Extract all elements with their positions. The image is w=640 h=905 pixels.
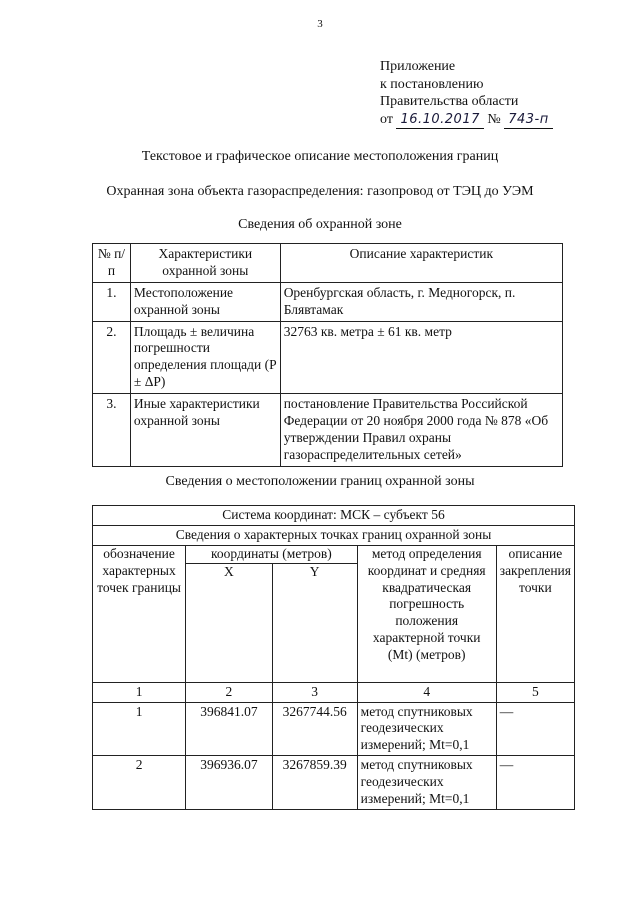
page-number: 3: [317, 18, 323, 30]
col-number: 1: [93, 682, 186, 702]
header-description: Описание характеристик: [280, 244, 562, 283]
row-num: 2.: [93, 321, 131, 394]
from-label: от: [380, 111, 393, 127]
coord-system: Система координат: МСК – субъект 56: [93, 506, 575, 526]
col-number: 5: [496, 682, 574, 702]
handwritten-date: 16.10.2017: [396, 111, 483, 130]
point-x: 396936.07: [186, 756, 273, 810]
table-row: [93, 321, 563, 394]
points-header: Сведения о характерных точках границ охранной зоны: [93, 525, 575, 545]
handwritten-number: 743-п: [504, 111, 553, 130]
appendix-date-line: [380, 111, 620, 130]
column-numbers-row: [93, 682, 575, 702]
coord-system-row: [93, 506, 575, 526]
col-number: 2: [186, 682, 273, 702]
appendix-line-2: к постановлению: [380, 76, 484, 92]
appendix-line-3: Правительства области: [380, 94, 519, 109]
table-row: [93, 282, 563, 321]
document-subtitle: Охранная зона объекта газораспределения: газопровод от ТЭЦ до УЭМ: [106, 184, 534, 199]
row-description: постановление Правительства Российской Федерации от 20 ноября 2000 года № 878 «Об утверждении Правил охраны газораспределительных сетей»: [280, 394, 562, 467]
header-method: метод определения координат и средняя квадратическая погрешность положения характерной точки (Mt) (метров): [357, 545, 496, 682]
col-number: 4: [357, 682, 496, 702]
row-num: 3.: [93, 394, 131, 467]
point-x: 396841.07: [186, 702, 273, 756]
zone-info-table: [92, 243, 563, 467]
row-description: 32763 кв. метра ± 61 кв. метр: [280, 321, 562, 394]
header-x: X: [186, 563, 273, 682]
appendix-block: [380, 58, 620, 129]
document-title: Текстовое и графическое описание местоположения границ: [141, 149, 499, 164]
boundary-points-table: [92, 505, 575, 810]
table-row: [93, 702, 575, 756]
header-num: № п/п: [93, 244, 131, 283]
header-y: Y: [272, 563, 357, 682]
col-number: 3: [272, 682, 357, 702]
header-coords: координаты (метров): [186, 545, 358, 563]
row-characteristic: Площадь ± величина погрешности определения площади (P ± ΔP): [130, 321, 280, 394]
point-fixing: —: [496, 756, 574, 810]
header-characteristics: Характеристики охранной зоны: [130, 244, 280, 283]
row-characteristic: Местоположение охранной зоны: [130, 282, 280, 321]
header-fixing: описание закрепления точки: [496, 545, 574, 682]
row-num: 1.: [93, 282, 131, 321]
number-label: №: [487, 111, 501, 127]
table-row: [93, 756, 575, 810]
section-title-zone-info: Сведения об охранной зоне: [238, 217, 402, 232]
point-y: 3267859.39: [272, 756, 357, 810]
point-y: 3267744.56: [272, 702, 357, 756]
points-header-row: [93, 525, 575, 545]
point-fixing: —: [496, 702, 574, 756]
point-id: 1: [93, 702, 186, 756]
table-row: [93, 394, 563, 467]
appendix-line-1: Приложение: [380, 59, 456, 74]
table-header-row: [93, 244, 563, 283]
section-title-boundaries: Сведения о местоположении границ охранной зоны: [165, 474, 475, 489]
row-description: Оренбургская область, г. Медногорск, п. Блявтамак: [280, 282, 562, 321]
point-id: 2: [93, 756, 186, 810]
point-method: метод спутниковых геодезических измерений; Mt=0,1: [357, 756, 496, 810]
header-designation: обозначение характерных точек границы: [93, 545, 186, 682]
row-characteristic: Иные характеристики охранной зоны: [130, 394, 280, 467]
point-method: метод спутниковых геодезических измерений; Mt=0,1: [357, 702, 496, 756]
table-header-row: [93, 545, 575, 563]
